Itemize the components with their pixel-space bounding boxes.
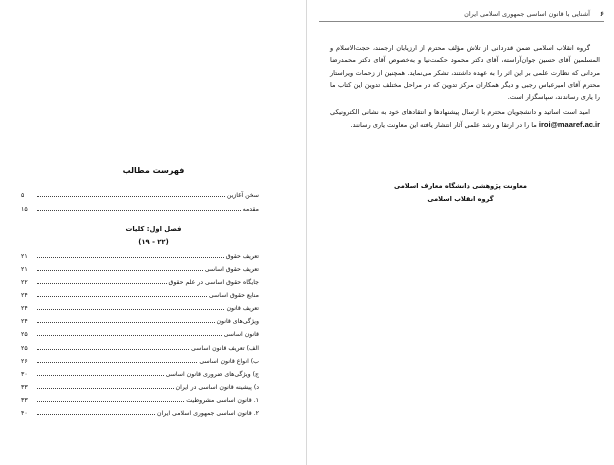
signature-block <box>307 180 614 206</box>
toc-entry[interactable] <box>21 394 259 404</box>
toc-entry[interactable] <box>21 189 259 199</box>
toc-entry-page: ۲۴ <box>21 318 28 325</box>
toc-entry[interactable] <box>21 368 259 378</box>
toc-leader <box>37 257 224 258</box>
toc-entry[interactable] <box>21 263 259 273</box>
toc-entry[interactable] <box>21 203 259 213</box>
toc-entry-title: ویژگی‌های قانون <box>216 318 259 325</box>
running-title: آشنایی با قانون اساسی جمهوری اسلامی ایران <box>464 10 590 18</box>
toc-leader <box>37 414 155 415</box>
toc-entry[interactable] <box>21 289 259 299</box>
toc-entry-title: جایگاه حقوق اساسی در علم حقوق <box>168 279 259 286</box>
toc-entry[interactable] <box>21 355 259 365</box>
toc-leader <box>37 210 241 211</box>
toc-entry-page: ۲۶ <box>21 358 28 365</box>
right-page <box>307 0 614 465</box>
toc-entry[interactable] <box>21 315 259 325</box>
toc-entry-page: ۲۴ <box>21 292 28 299</box>
paragraph-text: امید است اساتید و دانشجویان محترم با ارسال پیشنهادها و انتقادهای خود به نشانی الکترونیکی <box>330 108 590 117</box>
toc-entry-title: ۲. قانون اساسی جمهوری اسلامی ایران <box>156 410 259 417</box>
paragraph <box>330 106 600 131</box>
toc-entry-page: ۲۱ <box>21 253 28 260</box>
toc-entry[interactable] <box>21 381 259 391</box>
toc-leader <box>37 270 203 271</box>
toc-leader <box>37 196 225 197</box>
toc-entry[interactable] <box>21 302 259 312</box>
toc-entry-title: الف) تعریف قانون اساسی <box>190 345 259 352</box>
toc-entry[interactable] <box>21 342 259 352</box>
toc-leader <box>37 296 207 297</box>
toc-entry-title: تعریف حقوق اساسی <box>204 266 259 273</box>
signature-organization: معاونت پژوهشی دانشگاه معارف اسلامی <box>394 182 527 190</box>
toc-entry-page: ۱۵ <box>21 206 28 213</box>
toc-entry-title: تعریف قانون <box>226 305 259 312</box>
toc-entry-title: تعریف حقوق <box>225 253 259 260</box>
foreword-text <box>330 42 600 134</box>
toc-entry-page: ۵ <box>21 192 25 199</box>
running-header <box>319 9 604 22</box>
toc-entry-page: ۳۳ <box>21 397 28 404</box>
toc-entry-title: ۱. قانون اساسی مشروطیت <box>186 397 259 404</box>
toc-entry-title: ج) ویژگی‌های ضروری قانون اساسی <box>165 371 259 378</box>
paragraph-text: ما را در ارتقا و رشد علمی آثار انتشار یافته این معاونت یاری رسانند. <box>350 120 537 129</box>
toc-entry[interactable] <box>21 328 259 338</box>
toc-leader <box>37 283 167 284</box>
toc-leader <box>37 388 174 389</box>
toc-leader <box>37 309 224 310</box>
toc-title: فهرست مطالب <box>122 166 185 175</box>
toc-entry-page: ۲۴ <box>21 305 28 312</box>
toc-leader <box>37 362 197 363</box>
toc-entry-page: ۳۰ <box>21 371 28 378</box>
page-number: ۶ <box>600 10 604 18</box>
toc-entry-page: ۲۵ <box>21 345 28 352</box>
toc-entry-title: سخن آغازین <box>226 192 259 199</box>
toc-entry-title: د) پیشینه قانون اساسی در ایران <box>175 384 259 391</box>
toc-leader <box>37 401 184 402</box>
toc-entry-page: ۲۲ <box>21 279 28 286</box>
chapter-title: فصل اول: کلیات <box>125 225 182 233</box>
toc-leader <box>37 335 222 336</box>
toc-entry[interactable] <box>21 250 259 260</box>
toc-entry-page: ۳۳ <box>21 384 28 391</box>
toc-entry-page: ۴۰ <box>21 410 28 417</box>
signature-group: گروه انقلاب اسلامی <box>427 195 494 203</box>
toc-leader <box>37 349 189 350</box>
toc-entry[interactable] <box>21 407 259 417</box>
toc-entry-title: ب) انواع قانون اساسی <box>199 358 259 365</box>
toc-leader <box>37 375 164 376</box>
chapter-page-range: (۲۲ - ۱۹) <box>138 238 169 246</box>
toc-leader <box>37 322 215 323</box>
toc-entry-title: قانون اساسی <box>223 331 259 338</box>
paragraph: گروه انقلاب اسلامی ضمن قدردانی از تلاش مؤلف محترم از ارزیابان ارجمند، حجت‌الاسلام و المسلمین آقای حسین جوان‌آراسته، آقای دکتر محمود حکمت‌نیا و به‌خصوص آقای دکتر محمدرضا مردانی که نظارت علمی بر این اثر را به عهده داشتند، تشکر می‌نماید. همچنین از زحمات ویراستار محترم آقای امیرعباس رجبی و دیگر همکاران مرکز تدوین که در مراحل مختلف تدوین این کتاب ما را یاری رساندند، سپاسگزار است. <box>330 44 600 102</box>
toc-entry-title: منابع حقوق اساسی <box>208 292 259 299</box>
email-address[interactable]: iroi@maaref.ac.ir <box>538 119 600 129</box>
toc-entry-title: مقدمه <box>242 206 259 213</box>
toc-entry-page: ۲۱ <box>21 266 28 273</box>
toc-entry-page: ۲۵ <box>21 331 28 338</box>
toc-entry[interactable] <box>21 276 259 286</box>
